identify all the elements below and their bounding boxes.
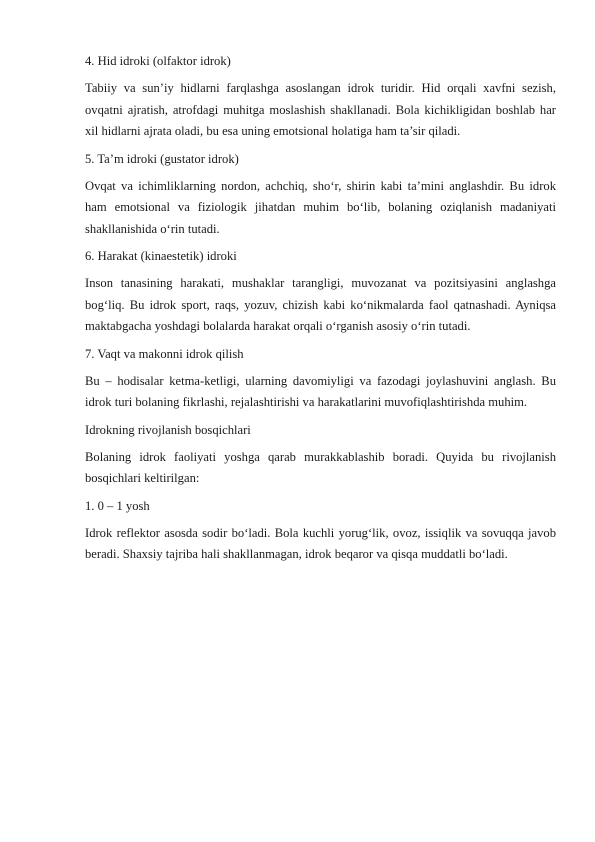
paragraph-time-space: Bu – hodisalar ketma-ketligi, ularning davomiyligi va fazodagi joylashuvini anglash. Bu idrok turi bolaning fikrlashi, rejalashtirishi va harakatlarini muvofiqlashtirishda muhim.: [85, 373, 556, 409]
section-heading-age-0-1: 1. 0 – 1 yosh: [85, 498, 150, 513]
section-heading-gustatory: 5. Ta’m idroki (gustator idrok): [85, 151, 239, 166]
paragraph-kinaesthetic: Inson tanasining harakati, mushaklar tarangligi, muvozanat va pozitsiyasini anglashga bog‘liq. Bu idrok sport, raqs, yozuv, chizish kabi ko‘nikmalarda faol qatnashadi. Ayniqsa maktabgacha yoshdagi bolalarda harakat orqali o‘rganish asosiy o‘rin tutadi.: [85, 276, 556, 333]
section-heading-time-space: 7. Vaqt va makonni idrok qilish: [85, 346, 244, 361]
section-heading-development-stages: Idrokning rivojlanish bosqichlari: [85, 422, 251, 437]
section-heading-olfactory: 4. Hid idroki (olfaktor idrok): [85, 54, 231, 68]
paragraph-olfactory: Tabiiy va sun’iy hidlarni farqlashga asoslangan idrok turidir. Hid orqali xavfni sezish, ovqatni ajratish, atrofdagi muhitga moslashish shakllanadi. Bola kichikligidan boshlab har xil hidlarni ajrata oladi, bu esa uning emotsional holatiga ham ta’sir qiladi.: [85, 81, 556, 138]
paragraph-development-stages: Bolaning idrok faoliyati yoshga qarab murakkablashib boradi. Quyida bu rivojlanish bosqichlari keltirilgan:: [85, 449, 556, 485]
section-heading-kinaesthetic: 6. Harakat (kinaestetik) idroki: [85, 249, 237, 263]
paragraph-gustatory: Ovqat va ichimliklarning nordon, achchiq, sho‘r, shirin kabi ta’mini anglashdir. Bu idrok ham emotsional va fiziologik jihatdan muhim bo‘lib, bolaning oziqlanish madaniyati shakllanishida o‘rin tutadi.: [85, 178, 556, 236]
paragraph-age-0-1: Idrok reflektor asosda sodir bo‘ladi. Bola kuchli yorug‘lik, ovoz, issiqlik va sovuqqa javob beradi. Shaxsiy tajriba hali shakllanmagan, idrok beqaror va qisqa muddatli bo‘ladi.: [85, 525, 556, 561]
document-page: [85, 51, 556, 566]
